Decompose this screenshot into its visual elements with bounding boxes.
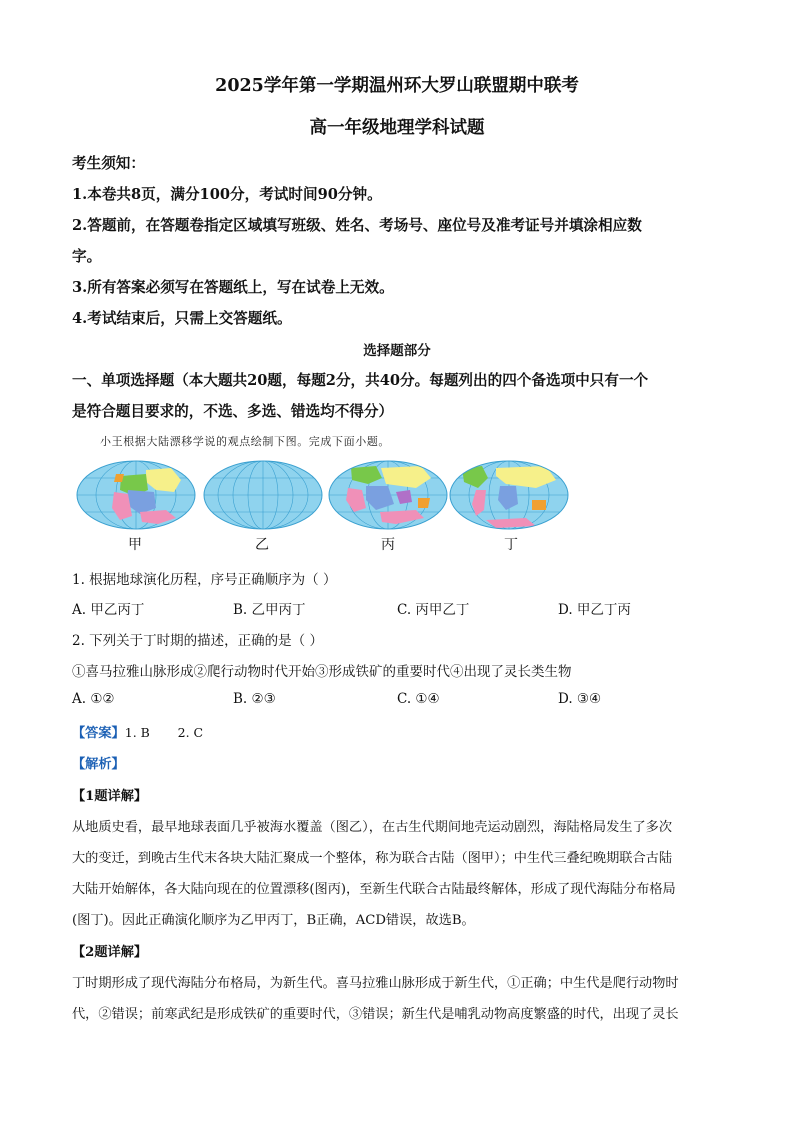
question-1-option-c: C. 丙甲乙丁 — [397, 602, 470, 618]
question-1-option-b: B. 乙甲丙丁 — [233, 602, 306, 618]
q1-detail-line-2: 大的变迁，到晚古生代末各块大陆汇聚成一个整体，称为联合古陆（图甲）；中生代三叠纪晚期联合古陆 — [72, 851, 673, 866]
map-label-bing: 丙 — [381, 537, 395, 553]
q2-detail-label: 【2题详解】 — [72, 945, 148, 960]
notice-item-1: 1.本卷共8页，满分100分，考试时间90分钟。 — [72, 186, 382, 203]
notice-item-2: 2.答题前，在答题卷指定区域填写班级、姓名、考场号、座位号及准考证号并填涂相应数 — [72, 217, 642, 234]
notice-heading: 考生须知： — [72, 155, 145, 172]
answer-text: 1. B 2. C — [124, 725, 204, 740]
question-2-stem: 2. 下列关于丁时期的描述，正确的是（ ） — [72, 633, 323, 649]
notice-item-3: 3.所有答案必须写在答题纸上，写在试卷上无效。 — [72, 279, 394, 296]
exam-title-line2: 高一年级地理学科试题 — [309, 118, 485, 138]
map-label-ding: 丁 — [504, 537, 518, 553]
question-2-option-b: B. ②③ — [233, 691, 276, 707]
question-2-option-a: A. ①② — [72, 691, 115, 707]
map-jia — [76, 460, 196, 530]
question-2-option-c: C. ①④ — [397, 691, 440, 707]
q1-detail-line-1: 从地质史看，最早地球表面几乎被海水覆盖（图乙），在古生代期间地壳运动剧烈，海陆格局发生了多次 — [72, 820, 673, 835]
question-1-option-a: A. 甲乙丙丁 — [72, 602, 145, 618]
question-intro: 小王根据大陆漂移学说的观点绘制下图。完成下面小题。 — [100, 435, 390, 448]
notice-item-4: 4.考试结束后，只需上交答题纸。 — [72, 310, 292, 327]
q2-detail-line-1: 丁时期形成了现代海陆分布格局，为新生代。喜马拉雅山脉形成于新生代，①正确；中生代是爬行动物时 — [72, 976, 679, 991]
part-heading-line1: 一、单项选择题（本大题共20题，每题2分，共40分。每题列出的四个备选项中只有一个 — [72, 372, 649, 389]
q1-detail-line-3: 大陆开始解体，各大陆向现在的位置漂移(图丙)，至新生代联合古陆最终解体，形成了现代海陆分布格局 — [72, 882, 676, 897]
notice-item-2-cont: 字。 — [72, 248, 102, 265]
question-2-option-d: D. ③④ — [558, 691, 602, 707]
analysis-label: 【解析】 — [72, 757, 125, 772]
answer-line — [72, 722, 203, 741]
question-1-option-d: D. 甲乙丁丙 — [558, 602, 631, 618]
continental-drift-maps — [76, 460, 576, 530]
q1-detail-label: 【1题详解】 — [72, 789, 148, 804]
map-label-yi: 乙 — [255, 537, 269, 553]
q2-detail-line-2: 代，②错误；前寒武纪是形成铁矿的重要时代，③错误；新生代是哺乳动物高度繁盛的时代，出现了灵长 — [72, 1007, 679, 1022]
question-2-statements: ①喜马拉雅山脉形成②爬行动物时代开始③形成铁矿的重要时代④出现了灵长类生物 — [72, 664, 572, 680]
section-title: 选择题部分 — [363, 343, 431, 359]
exam-title-line1: 2025学年第一学期温州环大罗山联盟期中联考 — [215, 76, 579, 96]
map-label-jia: 甲 — [128, 537, 142, 553]
question-1-stem: 1. 根据地球演化历程，序号正确顺序为（ ） — [72, 572, 337, 588]
q1-detail-line-4: (图丁)。因此正确演化顺序为乙甲丙丁，B正确，ACD错误，故选B。 — [72, 913, 475, 928]
part-heading-line2: 是符合题目要求的，不选、多选、错选均不得分） — [72, 403, 394, 420]
answer-label: 【答案】 — [72, 726, 125, 741]
